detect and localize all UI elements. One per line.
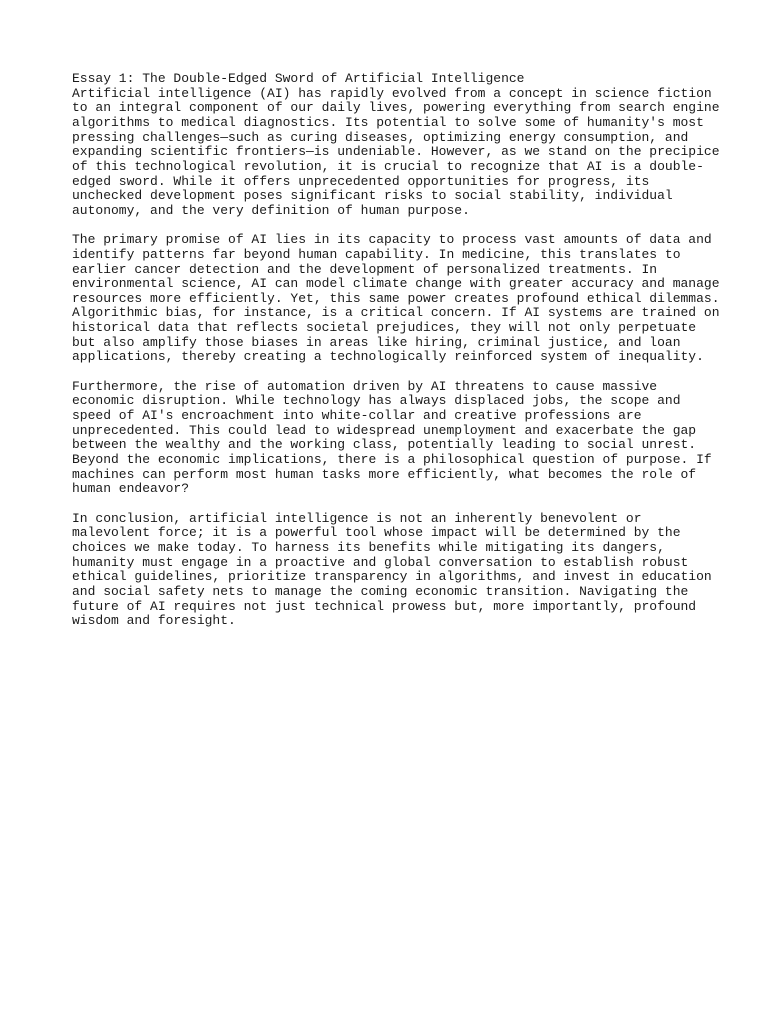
paragraph-line: The primary promise of AI lies in its capacity to process vast amounts of data and xyxy=(72,232,712,248)
paragraph-line: Algorithmic bias, for instance, is a critical concern. If AI systems are trained on xyxy=(72,305,720,321)
document-page xyxy=(72,71,720,644)
paragraph-line: of this technological revolution, it is crucial to recognize that AI is a double- xyxy=(72,158,704,174)
paragraph-line: unchecked development poses significant risks to social stability, individual xyxy=(72,188,673,204)
paragraph-line: resources more efficiently. Yet, this same power creates profound ethical dilemmas. xyxy=(72,290,720,306)
paragraph-line: unprecedented. This could lead to widespread unemployment and exacerbate the gap xyxy=(72,422,697,438)
paragraph-conclusion xyxy=(72,510,712,629)
paragraph-line: Artificial intelligence (AI) has rapidly evolved from a concept in science fiction xyxy=(72,85,712,101)
paragraph-line: and social safety nets to manage the coming economic transition. Navigating the xyxy=(72,583,689,599)
paragraph-promise xyxy=(72,232,720,365)
paragraph-line: applications, thereby creating a technologically reinforced system of inequality. xyxy=(72,349,704,365)
paragraph-line: Furthermore, the rise of automation driven by AI threatens to cause massive xyxy=(72,378,658,394)
paragraph-line: earlier cancer detection and the development of personalized treatments. In xyxy=(72,261,658,277)
paragraph-line: Beyond the economic implications, there is a philosophical question of purpose. If xyxy=(72,452,712,468)
paragraph-line: malevolent force; it is a powerful tool whose impact will be determined by the xyxy=(72,525,681,541)
paragraph-line: expanding scientific frontiers—is undeniable. However, as we stand on the precipice xyxy=(72,144,720,160)
paragraph-line: edged sword. While it offers unprecedented opportunities for progress, its xyxy=(72,173,650,189)
paragraph-line: machines can perform most human tasks more efficiently, what becomes the role of xyxy=(72,466,697,482)
paragraph-line: human endeavor? xyxy=(72,481,190,497)
paragraph-line: between the wealthy and the working class, potentially leading to social unrest. xyxy=(72,437,697,453)
paragraph-line: ethical guidelines, prioritize transparency in algorithms, and invest in education xyxy=(72,569,712,585)
paragraph-automation xyxy=(72,378,712,497)
paragraph-line: future of AI requires not just technical prowess but, more importantly, profound xyxy=(72,598,697,614)
paragraph-line: In conclusion, artificial intelligence is not an inherently benevolent or xyxy=(72,510,642,526)
paragraph-line: historical data that reflects societal prejudices, they will not only perpetuate xyxy=(72,320,697,336)
paragraph-line: pressing challenges—such as curing diseases, optimizing energy consumption, and xyxy=(72,129,689,145)
paragraph-line: to an integral component of our daily lives, powering everything from search engine xyxy=(72,100,720,116)
paragraph-line: wisdom and foresight. xyxy=(72,613,236,629)
paragraph-line: but also amplify those biases in areas like hiring, criminal justice, and loan xyxy=(72,334,681,350)
paragraph-line: algorithms to medical diagnostics. Its potential to solve some of humanity's most xyxy=(72,114,704,130)
paragraph-line: autonomy, and the very definition of human purpose. xyxy=(72,202,470,218)
paragraph-line: environmental science, AI can model climate change with greater accuracy and manage xyxy=(72,276,720,292)
paragraph-line: economic disruption. While technology has always displaced jobs, the scope and xyxy=(72,393,681,409)
paragraph-introduction xyxy=(72,85,720,219)
paragraph-line: choices we make today. To harness its benefits while mitigating its dangers, xyxy=(72,539,665,555)
paragraph-line: identify patterns far beyond human capability. In medicine, this translates to xyxy=(72,246,681,262)
paragraph-line: humanity must engage in a proactive and global conversation to establish robust xyxy=(72,554,689,570)
essay-title: Essay 1: The Double-Edged Sword of Artificial Intelligence xyxy=(72,71,525,86)
paragraph-line: speed of AI's encroachment into white-collar and creative professions are xyxy=(72,408,642,424)
